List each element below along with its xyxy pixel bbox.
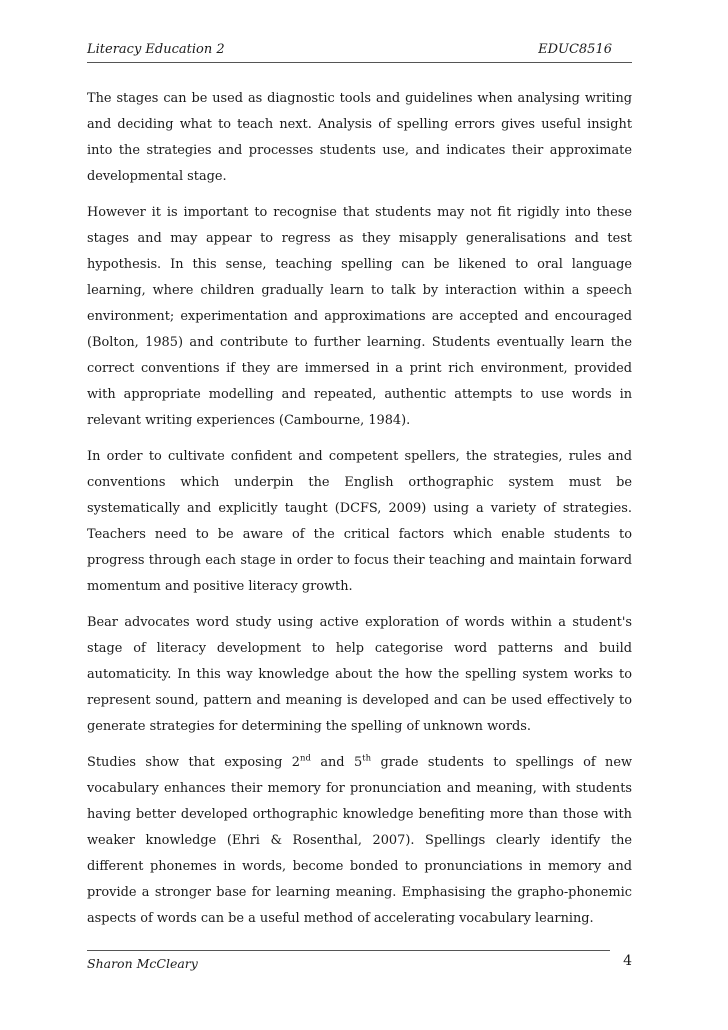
document-body <box>87 86 632 942</box>
course-title: Literacy Education 2 <box>87 42 225 57</box>
footer-divider <box>87 950 610 951</box>
paragraph <box>87 750 632 932</box>
text-run: Studies show that exposing 2 <box>87 755 300 770</box>
text-run: grade students to spellings of new vocabulary enhances their memory for pronunciation and meaning, with students having better developed orthographic knowledge benefiting more than those with weaker knowledge (Ehri & Rosenthal, 2007). Spellings clearly identify the different phonemes in words, become bonded to pronunciations in memory and provide a stronger base for learning meaning. Emphasising the grapho-phonemic aspects of words can be a useful method of accelerating vocabulary learning. <box>87 755 632 926</box>
superscript: th <box>362 753 372 764</box>
paragraph: In order to cultivate confident and competent spellers, the strategies, rules and conventions which underpin the English orthographic system must be systematically and explicitly taught (DCFS, 2009) using a variety of strategies. Teachers need to be aware of the critical factors which enable students to progress through each stage in order to focus their teaching and maintain forward momentum and positive literacy growth. <box>87 449 632 594</box>
paragraph: The stages can be used as diagnostic tools and guidelines when analysing writing and deciding what to teach next. Analysis of spelling errors gives useful insight into the strategies and processes students use, and indicates their approximate developmental stage. <box>87 91 632 184</box>
course-code: EDUC8516 <box>538 42 612 57</box>
page-header <box>87 40 632 63</box>
text-run: and 5 <box>310 755 363 770</box>
footer-author: Sharon McCleary <box>87 956 198 971</box>
page-number: 4 <box>623 953 632 969</box>
superscript: nd <box>300 753 311 764</box>
paragraph: However it is important to recognise that students may not fit rigidly into these stages and may appear to regress as they misapply generalisations and test hypothesis. In this sense, teaching spelling can be likened to oral language learning, where children gradually learn to talk by interaction within a speech environment; experimentation and approximations are accepted and encouraged (Bolton, 1985) and contribute to further learning. Students eventually learn the correct conventions if they are immersed in a print rich environment, provided with appropriate modelling and repeated, authentic attempts to use words in relevant writing experiences (Cambourne, 1984). <box>87 205 632 428</box>
paragraph: Bear advocates word study using active exploration of words within a student's stage of literacy development to help categorise word patterns and build automaticity. In this way knowledge about the how the spelling system works to represent sound, pattern and meaning is developed and can be used effectively to generate strategies for determining the spelling of unknown words. <box>87 615 632 734</box>
